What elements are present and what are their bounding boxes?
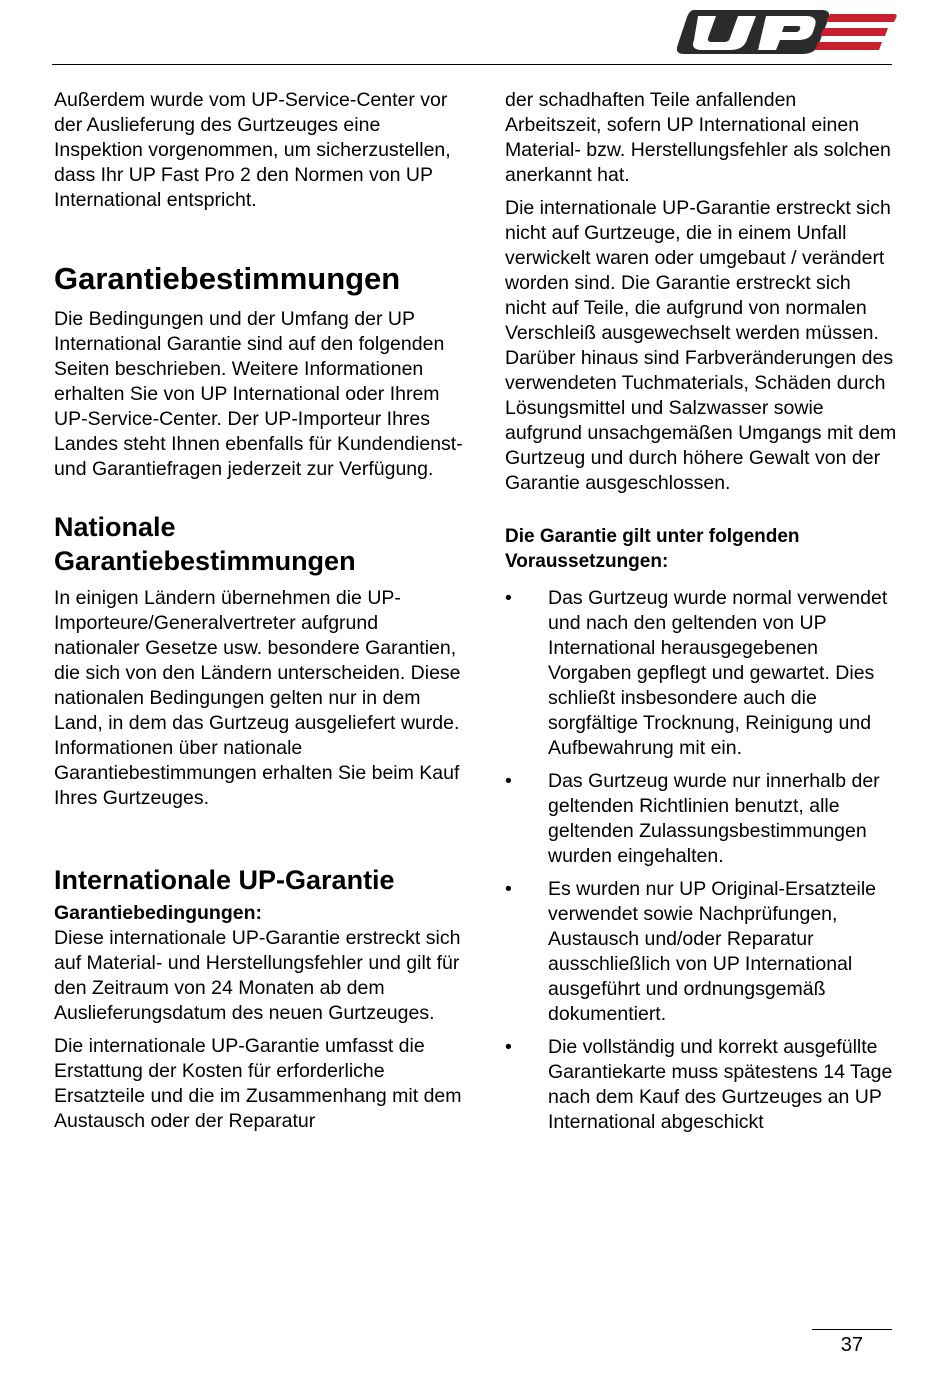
garantie-period-paragraph: Diese internationale UP-Garantie erstreckt sich auf Material- und Herstellungsfehler und gilt für den Zeitraum von 24 Monaten ab dem Auslieferungsdatum des neuen Gurtzeuges. [54, 927, 461, 1024]
heading-nationale: Nationale Garantiebestimmungen [54, 512, 356, 576]
intro-paragraph: Außerdem wurde vom UP-Service-Center vor der Auslieferung des Gurtzeuges eine Inspektion vorgenommen, um sicherzustellen, dass Ihr UP Fast Pro 2 den Normen von UP International entspricht. [54, 89, 451, 211]
list-item-text: Es wurden nur UP Original-Ersatzteile verwendet sowie Nachprüfungen, Austausch und/oder Reparatur ausschließlich von UP International ausgeführt und ordnungsgemäß dokumentiert. [548, 878, 877, 1025]
conditions-heading: Die Garantie gilt unter folgenden Voraussetzungen: [505, 526, 800, 572]
list-item [505, 1035, 897, 1135]
list-item-text: Die vollständig und korrekt ausgefüllte Garantiekarte muss spätestens 14 Tage nach dem Kauf des Gurtzeuges an UP International abgeschickt [548, 1036, 893, 1133]
garantie-scope-paragraph: Die internationale UP-Garantie umfasst die Erstattung der Kosten für erforderliche Ersatzteile und die im Zusammenhang mit dem Austausch oder der Reparatur [54, 1035, 462, 1132]
list-item-text: Das Gurtzeug wurde normal verwendet und nach den geltenden von UP International herausgegebenen Vorgaben gepflegt und gewartet. Dies schließt insbesondere auch die sorgfältige Trocknung, Reinigung und Aufbewahrung mit ein. [548, 587, 888, 759]
bullet-icon: • [505, 770, 512, 792]
left-column [54, 88, 464, 1142]
exclusions-paragraph: Die internationale UP-Garantie erstreckt sich nicht auf Gurtzeuge, die in einem Unfall verwickelt waren oder umgebaut / verändert worden sind. Die Garantie erstreckt sich nicht auf Teile, die aufgrund von normalen Verschleiß ausgewechselt werden müssen. Darüber hinaus sind Farbveränderungen des verwendeten Tuchmaterials, Schäden durch Lösungsmittel und Salzwasser sowie aufgrund unsachgemäßen Umgangs mit dem Gurtzeug und durch höhere Gewalt von der Garantie ausgeschlossen. [505, 197, 897, 494]
heading-garantiebestimmungen: Garantiebestimmungen [54, 261, 401, 296]
list-item-text: Das Gurtzeug wurde nur innerhalb der geltenden Richtlinien benutzt, alle geltenden Zulassungsbestimmungen wurden eingehalten. [548, 770, 880, 867]
page-number: 37 [840, 1334, 863, 1356]
bullet-icon: • [505, 587, 512, 609]
subheading-garantiebedingungen: Garantiebedingungen: [54, 902, 263, 924]
nationale-paragraph: In einigen Ländern übernehmen die UP-Importeure/Generalvertreter aufgrund nationaler Gesetze usw. besondere Garantien, die sich von den Ländern unterscheiden. Diese nationalen Bedingungen gelten nur in dem Land, in dem das Gurtzeug ausgeliefert wurde. Informationen über nationale Garantiebestimmungen erhalten Sie beim Kauf Ihres Gurtzeuges. [54, 587, 461, 809]
list-item [505, 586, 897, 761]
footer-rule [812, 1329, 892, 1330]
conditions-list [505, 586, 897, 1135]
list-item [505, 877, 897, 1027]
garantie-intro-paragraph: Die Bedingungen und der Umfang der UP International Garantie sind auf den folgenden Seiten beschrieben. Weitere Informationen erhalten Sie von UP International oder Ihrem UP-Service-Center. Der UP-Importeur Ihres Landes steht Ihnen ebenfalls für Kundendienst- und Garantiefragen jederzeit zur Verfügung. [54, 308, 463, 480]
continuation-paragraph: der schadhaften Teile anfallenden Arbeitszeit, sofern UP International einen Material- bzw. Herstellungsfehler als solchen anerkannt hat. [505, 89, 891, 186]
right-column [505, 88, 897, 1143]
bullet-icon: • [505, 878, 512, 900]
list-item [505, 769, 897, 869]
heading-internationale: Internationale UP-Garantie [54, 865, 395, 895]
bullet-icon: • [505, 1036, 512, 1058]
up-logo [672, 6, 898, 58]
header-rule [52, 64, 892, 65]
